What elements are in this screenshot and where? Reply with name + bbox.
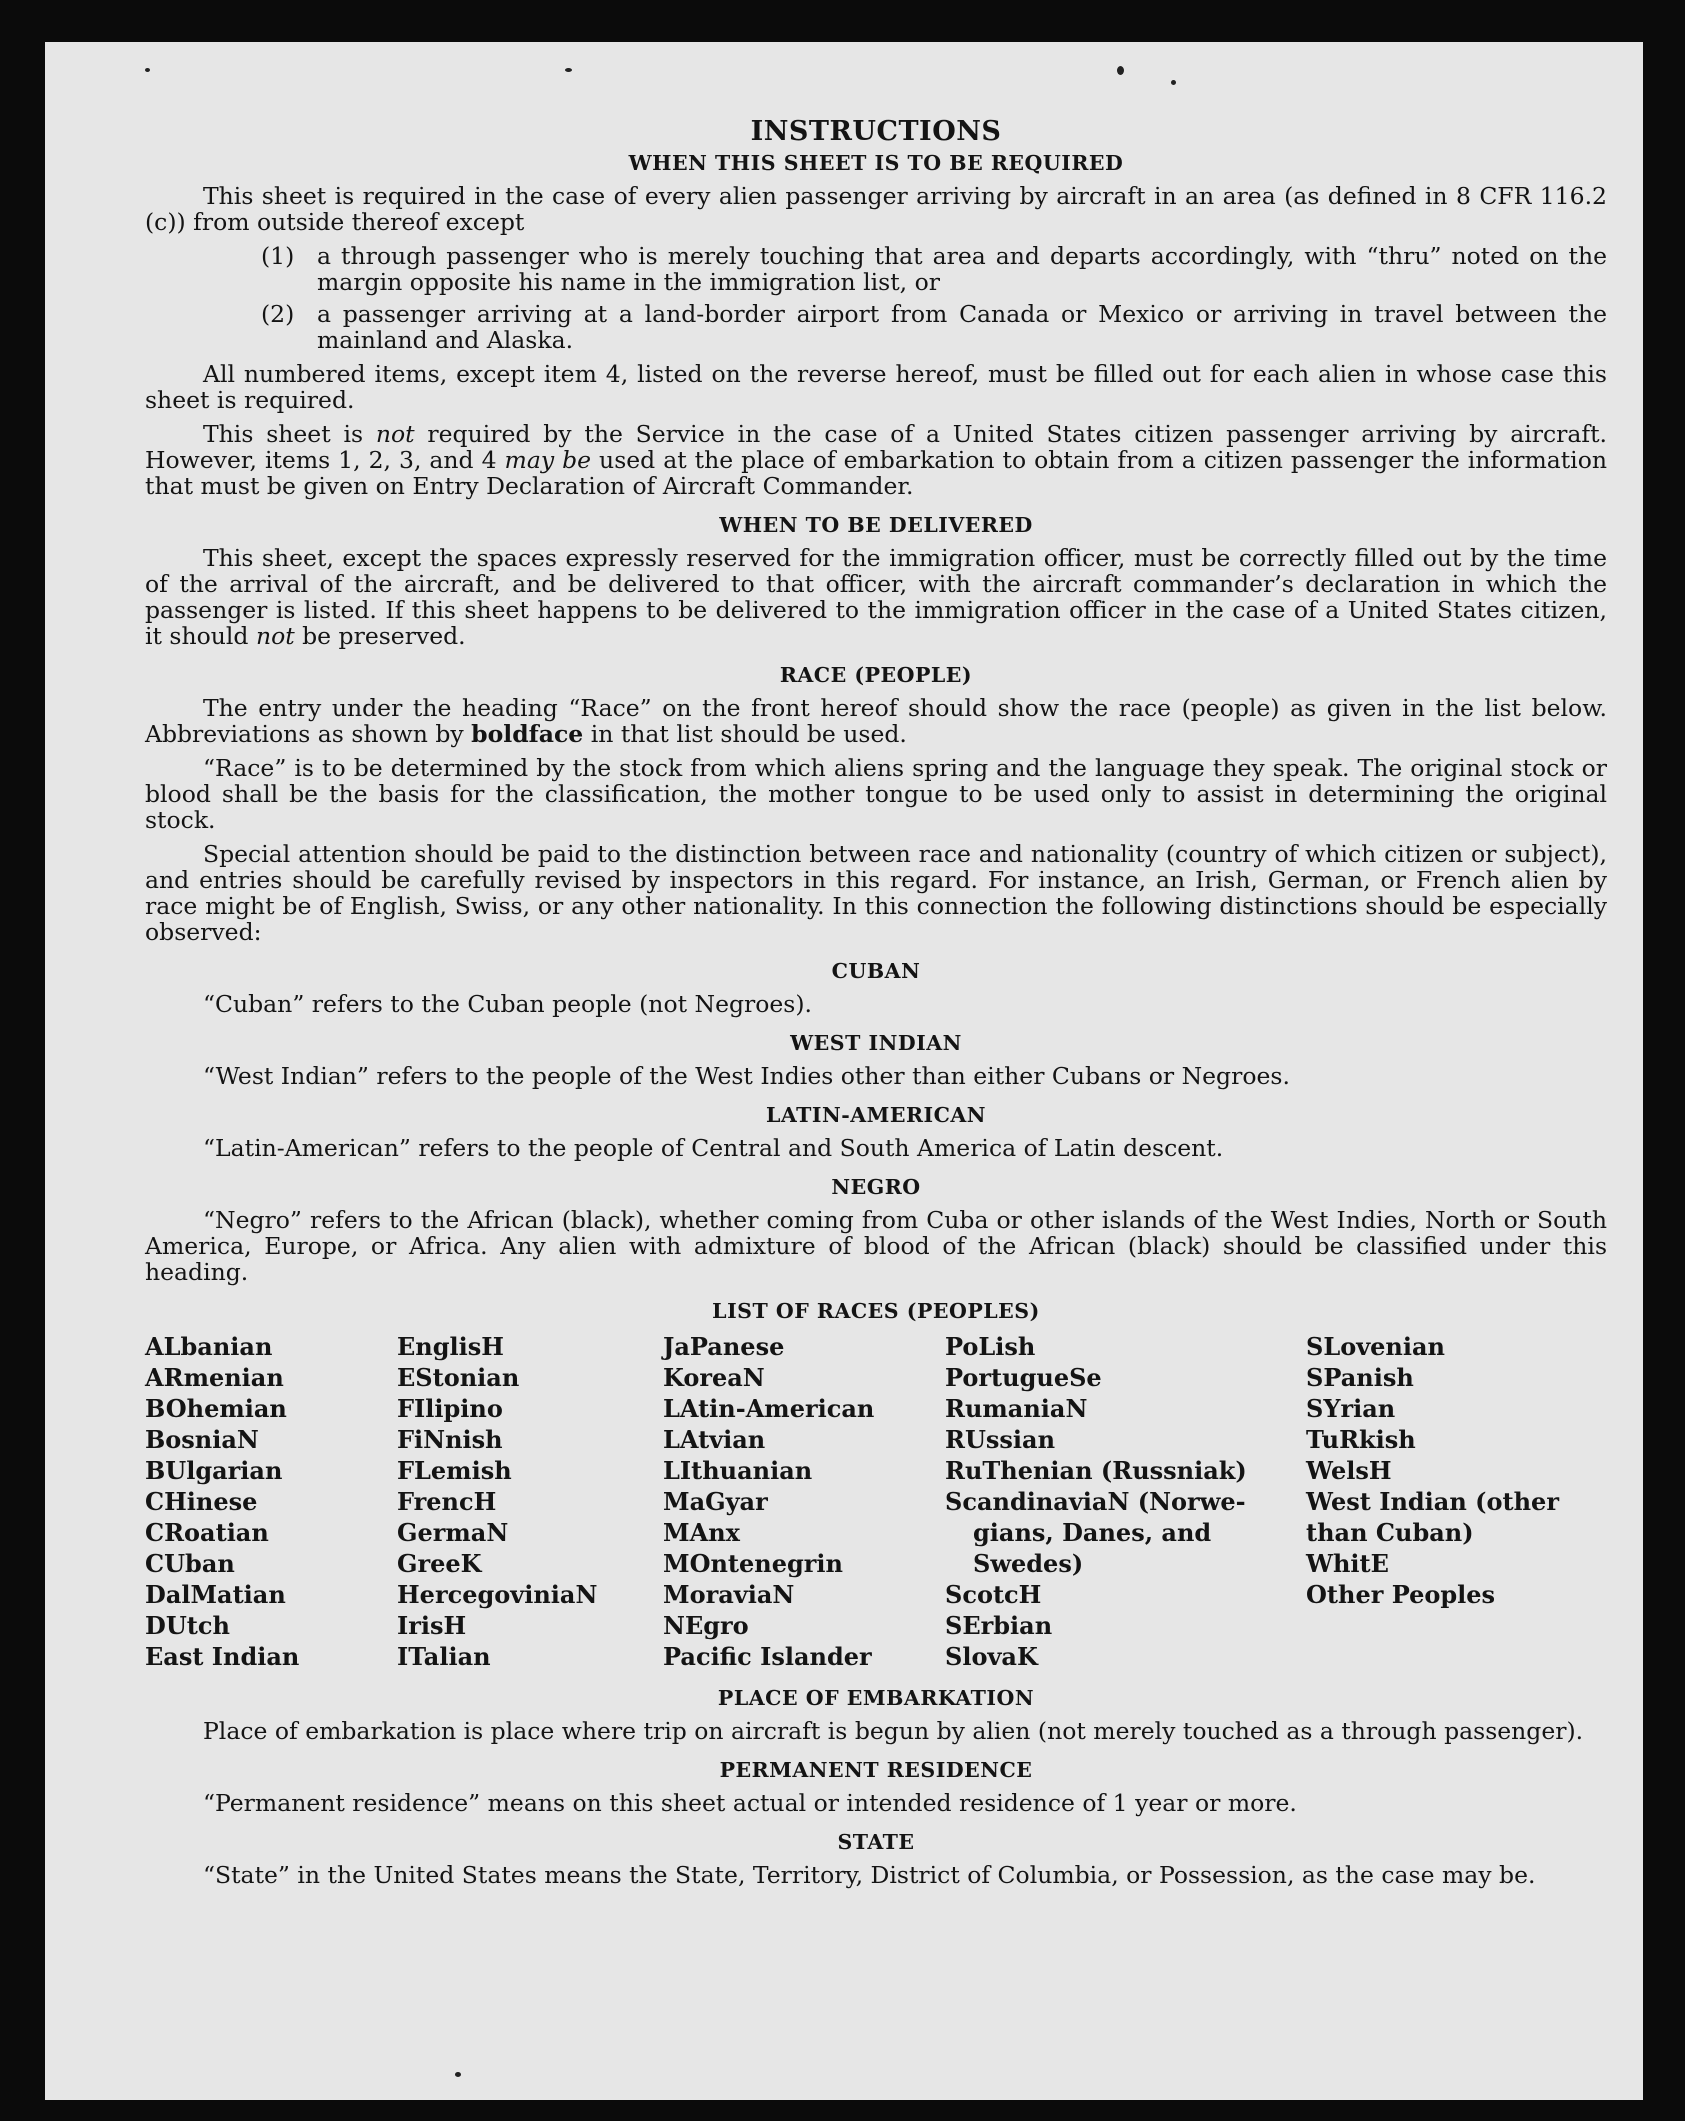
- page-title: INSTRUCTIONS: [750, 116, 1002, 147]
- race-entry: HercegoviniaN: [397, 1580, 598, 1609]
- races-list: [145, 1331, 1607, 1672]
- race-entry: MaGyar: [663, 1487, 768, 1516]
- race-entry: LAtin-American: [663, 1394, 875, 1423]
- race-entry: RuThenian (Russniak): [945, 1456, 1247, 1485]
- race-entry: PortugueSe: [945, 1363, 1102, 1392]
- item-text: a through passenger who is merely touching that area and departs accordingly, with “thru” noted on the margin opposite his name in the immigration list, or: [317, 242, 1607, 296]
- race-entry: SLovenian: [1306, 1332, 1445, 1361]
- race-entry: LIthuanian: [663, 1456, 813, 1485]
- item-text: a passenger arriving at a land-border airport from Canada or Mexico or arriving in travel between the mainland and Alaska.: [317, 300, 1607, 354]
- race-entry: BosniaN: [145, 1425, 259, 1454]
- paragraph-race-entry: The entry under the heading “Race” on the front hereof should show the race (people) as given in the list below. Abbreviations as shown by boldface in that list should be used.: [145, 694, 1607, 748]
- scan-speck: [1117, 66, 1124, 75]
- race-entry: WelsH: [1306, 1456, 1392, 1485]
- race-entry: MoraviaN: [663, 1580, 795, 1609]
- heading-west-indian: WEST INDIAN: [790, 1031, 962, 1055]
- exception-item: [145, 243, 1607, 295]
- heading-latin-american: LATIN-AMERICAN: [765, 1103, 987, 1127]
- race-entry: JaPanese: [663, 1332, 785, 1361]
- race-entry: Swedes): [973, 1549, 1084, 1578]
- paragraph-state: “State” in the United States means the State, Territory, District of Columbia, or Possession, as the case may be.: [203, 1861, 1536, 1889]
- races-column: [663, 1331, 945, 1672]
- exception-item: [145, 301, 1607, 353]
- race-entry: IrisH: [397, 1611, 467, 1640]
- race-entry: Pacific Islander: [663, 1642, 872, 1671]
- race-entry: DUtch: [145, 1611, 230, 1640]
- definition-west-indian: “West Indian” refers to the people of the West Indies other than either Cubans or Negroes.: [203, 1062, 1290, 1090]
- heading-list-of-races: LIST OF RACES (PEOPLES): [712, 1299, 1040, 1323]
- definition-latin-american: “Latin-American” refers to the people of Central and South America of Latin descent.: [203, 1134, 1224, 1162]
- scan-speck: [565, 68, 572, 72]
- definition-negro: “Negro” refers to the African (black), whether coming from Cuba or other islands of the West Indies, North or South America, Europe, or Africa. Any alien with admixture of blood of the African (black) should be classified under this heading.: [145, 1206, 1607, 1286]
- race-entry: ScotcH: [945, 1580, 1042, 1609]
- item-number: (2): [261, 300, 295, 328]
- paragraph-embarkation: Place of embarkation is place where trip on aircraft is begun by alien (not merely touched as a through passenger).: [203, 1717, 1584, 1745]
- race-entry: RumaniaN: [945, 1394, 1088, 1423]
- race-entry: Other Peoples: [1306, 1580, 1496, 1609]
- race-entry: WhitE: [1306, 1549, 1389, 1578]
- race-entry: SlovaK: [945, 1642, 1038, 1671]
- race-entry: SErbian: [945, 1611, 1053, 1640]
- race-entry: PoLish: [945, 1332, 1036, 1361]
- race-entry: DalMatian: [145, 1580, 286, 1609]
- item-number: (1): [261, 242, 295, 270]
- race-entry: TuRkish: [1306, 1425, 1416, 1454]
- heading-state: STATE: [837, 1830, 915, 1854]
- race-entry: BOhemian: [145, 1394, 287, 1423]
- heading-permanent-residence: PERMANENT RESIDENCE: [719, 1758, 1033, 1782]
- paragraph-numbered-items: All numbered items, except item 4, listed on the reverse hereof, must be filled out for each alien in whose case this sheet is required.: [145, 360, 1607, 414]
- races-column: [145, 1331, 397, 1672]
- race-entry: NEgro: [663, 1611, 749, 1640]
- race-entry: RUssian: [945, 1425, 1056, 1454]
- instructions-content: [145, 117, 1607, 1896]
- race-entry: ITalian: [397, 1642, 491, 1671]
- document-page: [45, 42, 1643, 2100]
- scan-speck: [145, 68, 150, 72]
- paragraph-delivered: This sheet, except the spaces expressly reserved for the immigration officer, must be correctly filled out by the time of the arrival of the aircraft, and be delivered to that officer, with the aircraft commander’s declaration in which the passenger is listed. If this sheet happens to be delivered to the immigration officer in the case of a United States citizen, it should not be preserved.: [145, 544, 1607, 650]
- race-entry: SPanish: [1306, 1363, 1414, 1392]
- race-entry: gians, Danes, and: [973, 1518, 1212, 1547]
- race-entry: FLemish: [397, 1456, 512, 1485]
- paragraph-race-definition: “Race” is to be determined by the stock from which aliens spring and the language they speak. The original stock or blood shall be the basis for the classification, the mother tongue to be used only to assist in determining the original stock.: [145, 754, 1607, 834]
- race-entry: CRoatian: [145, 1518, 269, 1547]
- heading-embarkation: PLACE OF EMBARKATION: [717, 1686, 1035, 1710]
- race-entry: CHinese: [145, 1487, 258, 1516]
- heading-when-required: WHEN THIS SHEET IS TO BE REQUIRED: [628, 151, 1124, 175]
- race-entry: GreeK: [397, 1549, 482, 1578]
- race-entry: KoreaN: [663, 1363, 765, 1392]
- paragraph-race-nationality: Special attention should be paid to the distinction between race and nationality (country of which citizen or subject), and entries should be carefully revised by inspectors in this regard. For instance, an Irish, German, or French alien by race might be of English, Swiss, or any other nationality. In this connection the following distinctions should be especially observed:: [145, 840, 1607, 946]
- heading-when-delivered: WHEN TO BE DELIVERED: [719, 513, 1033, 537]
- race-entry: ARmenian: [145, 1363, 284, 1392]
- race-entry: MAnx: [663, 1518, 740, 1547]
- race-entry: CUban: [145, 1549, 235, 1578]
- race-entry: SYrian: [1306, 1394, 1396, 1423]
- race-entry: LAtvian: [663, 1425, 766, 1454]
- race-entry: East Indian: [145, 1642, 300, 1671]
- race-entry: EnglisH: [397, 1332, 504, 1361]
- heading-cuban: CUBAN: [831, 959, 921, 983]
- heading-race: RACE (PEOPLE): [779, 663, 973, 687]
- paragraph-required: This sheet is required in the case of every alien passenger arriving by aircraft in an area (as defined in 8 CFR 116.2 (c)) from outside thereof except: [145, 182, 1607, 236]
- race-entry: ALbanian: [145, 1332, 273, 1361]
- paragraph-citizen: This sheet is not required by the Service in the case of a United States citizen passenger arriving by aircraft. However, items 1, 2, 3, and 4 may be used at the place of embarkation to obtain from a citizen passenger the information that must be given on Entry Declaration of Aircraft Commander.: [145, 420, 1607, 500]
- definition-cuban: “Cuban” refers to the Cuban people (not Negroes).: [203, 990, 813, 1018]
- race-entry: GermaN: [397, 1518, 509, 1547]
- paragraph-permanent-residence: “Permanent residence” means on this sheet actual or intended residence of 1 year or more.: [203, 1789, 1297, 1817]
- race-entry: West Indian (other: [1306, 1487, 1559, 1516]
- race-entry: MOntenegrin: [663, 1549, 843, 1578]
- races-column: [945, 1331, 1306, 1672]
- scan-speck: [1171, 80, 1176, 85]
- exception-list: [145, 243, 1607, 353]
- scan-speck: [455, 2072, 461, 2077]
- race-entry: BUlgarian: [145, 1456, 283, 1485]
- race-entry: EStonian: [397, 1363, 520, 1392]
- races-column: [397, 1331, 663, 1672]
- races-column: [1306, 1331, 1607, 1672]
- race-entry: FIlipino: [397, 1394, 503, 1423]
- race-entry: ScandinaviaN (Norwe-: [945, 1487, 1246, 1516]
- heading-negro: NEGRO: [831, 1175, 921, 1199]
- race-entry: than Cuban): [1306, 1518, 1474, 1547]
- race-entry: FrencH: [397, 1487, 497, 1516]
- race-entry: FiNnish: [397, 1425, 503, 1454]
